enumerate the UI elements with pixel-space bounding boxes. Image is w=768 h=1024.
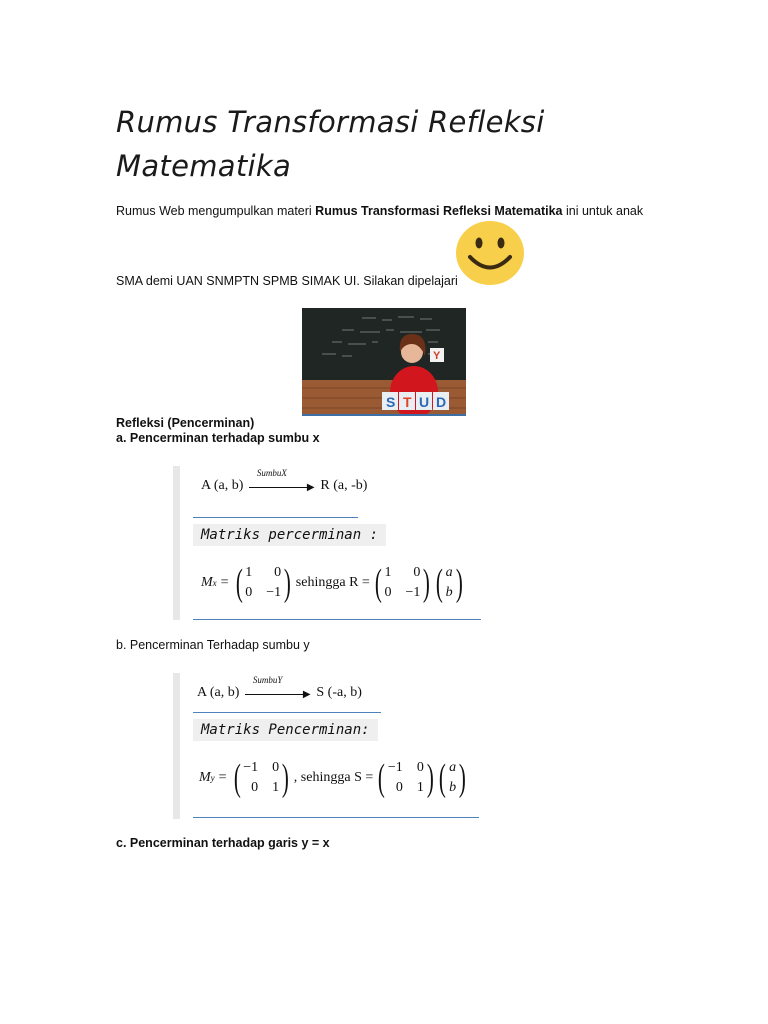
matrix-cell: 1 <box>272 780 280 795</box>
vector-cell: a <box>445 565 453 580</box>
panel-a-m-name: M <box>201 575 213 590</box>
intro-post: ini untuk anak <box>562 204 644 218</box>
subheading-a: a. Pencerminan terhadap sumbu x <box>116 431 320 445</box>
block-letter-u: U <box>419 394 430 410</box>
panel-b-m-name: M <box>199 770 211 785</box>
panel-a-matrix-label: Matriks percerminan : <box>193 524 386 546</box>
matrix-cell: 1 <box>416 780 424 795</box>
matrix-cell: 0 <box>413 565 421 580</box>
intro-line-1 <box>116 204 643 218</box>
title-line-1: Rumus Transformasi Refleksi <box>116 105 545 139</box>
intro-line-2: SMA demi UAN SNMPTN SPMB SIMAK UI. Silakan dipelajari <box>116 274 458 288</box>
panel-b-mapping <box>197 674 362 701</box>
matrix-cell: 0 <box>272 760 280 775</box>
panel-b-equation <box>199 758 469 798</box>
vector-cell: b <box>449 780 457 795</box>
section-heading: Refleksi (Pencerminan) <box>116 416 255 430</box>
panel-b-m-sub: y <box>210 773 215 783</box>
classroom-photo <box>302 308 466 416</box>
matrix-cell: 0 <box>245 585 253 600</box>
panel-a-rule-2 <box>193 619 481 620</box>
panel-b-equals: = <box>218 770 227 785</box>
panel-a-m-sub: x <box>212 578 217 588</box>
panel-a-arrow-label: SumbuX <box>256 467 287 478</box>
classroom-illustration <box>302 308 466 414</box>
panel-a-equals: = <box>220 575 229 590</box>
matrix-cell: 0 <box>416 760 424 775</box>
matrix-cell: 0 <box>395 780 403 795</box>
matrix-cell: −1 <box>405 585 421 600</box>
matrix-cell: −1 <box>387 760 403 775</box>
page-title <box>116 100 676 188</box>
panel-b-lhs: A (a, b) <box>197 685 240 700</box>
panel-a-equation <box>201 563 465 603</box>
panel-a-bar <box>173 466 180 620</box>
intro-bold: Rumus Transformasi Refleksi Matematika <box>315 204 563 218</box>
panel-b-sehingga: , sehingga S = <box>293 770 374 785</box>
vector-cell: b <box>445 585 453 600</box>
arrow-icon: SumbuY ▶ <box>243 686 313 700</box>
title-line-2: Matematika <box>116 149 292 183</box>
block-letter-t: T <box>403 394 412 410</box>
matrix-cell: −1 <box>243 760 259 775</box>
block-letter-d: D <box>436 394 447 410</box>
panel-b-matrix: ( −1 0 0 1 ) <box>233 757 289 799</box>
card-letter: Y <box>433 350 441 362</box>
panel-b-rule-2 <box>193 817 479 818</box>
matrix-cell: 1 <box>384 565 392 580</box>
panel-a-matrix-2: ( 1 0 0 −1 ) <box>374 562 431 604</box>
block-letter-s: S <box>386 394 396 410</box>
panel-b-vector: ( a b ) <box>439 757 466 799</box>
panel-b-matrix-label: Matriks Pencerminan: <box>193 719 378 741</box>
panel-a-vector: ( a b ) <box>435 562 463 604</box>
matrix-cell: 0 <box>274 565 282 580</box>
panel-a-mapping <box>201 467 368 494</box>
matrix-cell: 0 <box>251 780 259 795</box>
matrix-cell: 0 <box>384 585 392 600</box>
matrix-cell: −1 <box>266 585 282 600</box>
panel-a-sehingga: sehingga R = <box>295 575 370 590</box>
subheading-b: b. Pencerminan Terhadap sumbu y <box>116 638 310 652</box>
panel-a-lhs: A (a, b) <box>201 478 244 493</box>
panel-b-bar <box>173 673 180 819</box>
panel-a-rhs: R (a, -b) <box>320 478 368 493</box>
vector-cell: a <box>449 760 457 775</box>
panel-a-rule-1 <box>193 517 358 518</box>
subheading-c: c. Pencerminan terhadap garis y = x <box>116 836 330 850</box>
panel-b-rhs: S (-a, b) <box>316 685 362 700</box>
panel-b-rule-1 <box>193 712 381 713</box>
smiley-icon <box>455 220 525 286</box>
intro-pre: Rumus Web mengumpulkan materi <box>116 204 316 218</box>
panel-b-arrow-label: SumbuY <box>252 674 283 685</box>
matrix-cell: 1 <box>245 565 253 580</box>
panel-b-matrix-2: ( −1 0 0 1 ) <box>378 757 434 799</box>
panel-a-matrix: ( 1 0 0 −1 ) <box>235 562 291 604</box>
arrow-icon: SumbuX ▶ <box>247 479 317 493</box>
